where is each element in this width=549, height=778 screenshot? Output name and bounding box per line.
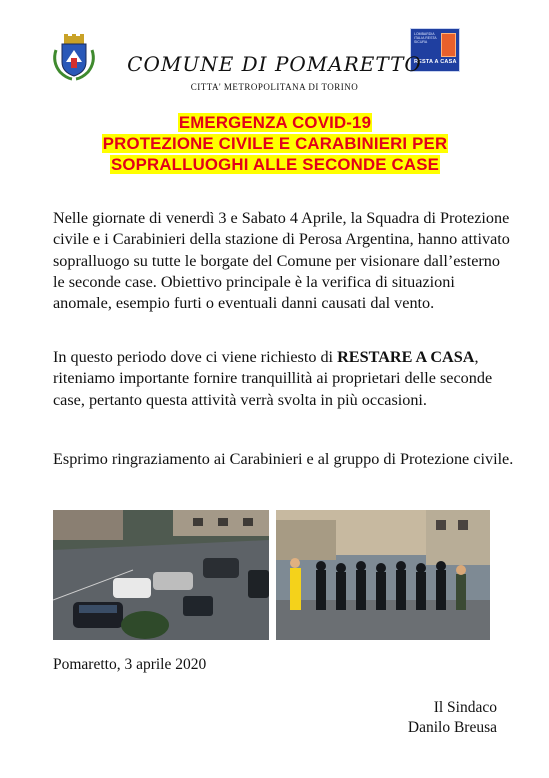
paragraph-1: Nelle giornate di venerdì 3 e Sabato 4 Aprile, la Squadra di Protezione civile e i Carabinieri della stazione di Perosa Argentina, hanno attivato sopralluogo su tutte le borgate del Comune per visionare dall’esterno le seconde case. Obiettivo principale è la verifica di situazioni anomale, esempio furti o eventuali danni causati dal vento. <box>53 209 510 313</box>
badge-title: RESTA A CASA <box>414 59 457 65</box>
photo-volunteers-group-icon <box>276 510 490 640</box>
paragraph-2 <box>53 347 515 411</box>
page-subtitle: CITTA' METROPOLITANA DI TORINO <box>190 82 359 92</box>
date-line: Pomaretto, 3 aprile 2020 <box>53 656 207 673</box>
paragraph-2-bold: RESTARE A CASA <box>337 348 475 366</box>
badge-small-text: LOMBARDIA ITALIA RESTA SICURA <box>414 32 437 44</box>
signature-block <box>408 698 497 738</box>
headline-line-3: SOPRALLUOGHI ALLE SECONDE CASE <box>111 155 439 174</box>
paragraph-3: Esprimo ringraziamento ai Carabinieri e al gruppo di Protezione civile. <box>53 450 514 468</box>
headline-line-2: PROTEZIONE CIVILE E CARABINIERI PER <box>102 134 448 153</box>
headline <box>40 112 510 175</box>
photo-parked-vehicles-icon <box>53 510 269 640</box>
headline-line-1: EMERGENZA COVID-19 <box>178 113 372 132</box>
signature-name: Danilo Breusa <box>407 719 497 736</box>
page-title: COMUNE DI POMARETTO <box>127 52 422 76</box>
signature-role: Il Sindaco <box>433 699 497 716</box>
paragraph-2-end: , riteniamo importante fornire tranquillità ai proprietari delle seconde case, pertanto questa attività verrà svolta in più occasioni. <box>53 348 493 409</box>
paragraph-2-start: In questo periodo dove ci viene richiesto di <box>53 348 338 366</box>
